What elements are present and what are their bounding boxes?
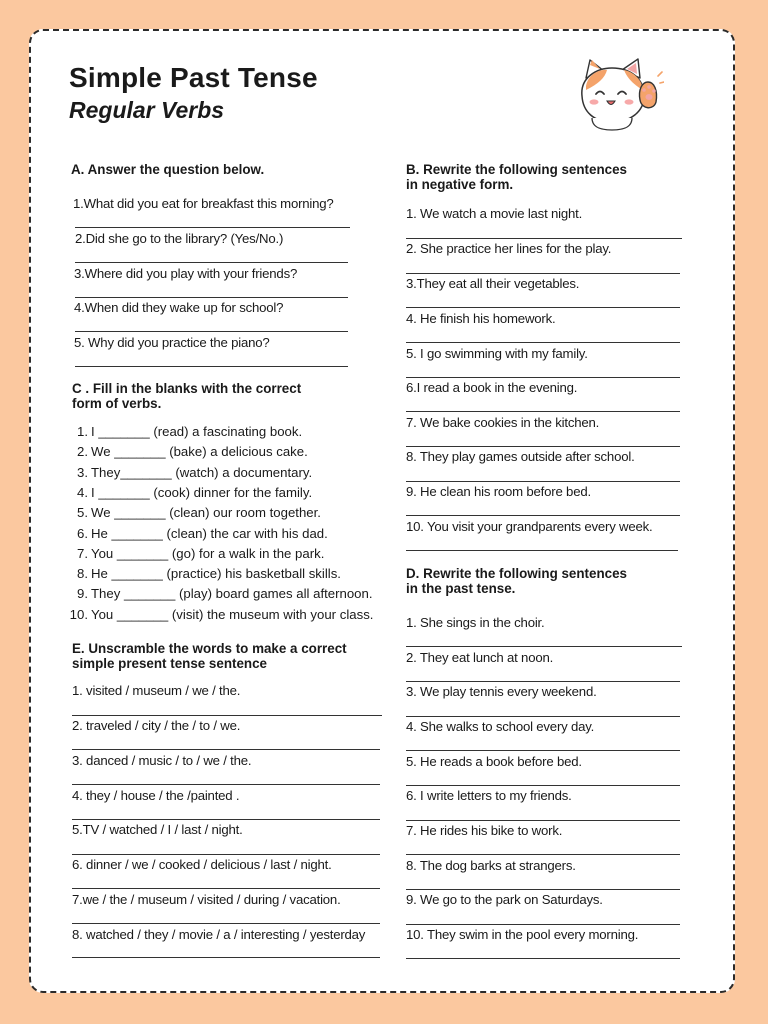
section-a-question: 3.Where did you play with your friends? [74, 266, 298, 281]
unscramble-item: 5.TV / watched / I / last / night. [72, 822, 243, 837]
section-a-answer-line-5[interactable] [75, 366, 348, 367]
negative-item: 7. We bake cookies in the kitchen. [406, 415, 600, 430]
section-a-answer-line-1[interactable] [75, 227, 350, 228]
section-e-title: E. Unscramble the words to make a correct simple present tense sentence [72, 641, 347, 671]
past-tense-answer-line-9[interactable] [406, 924, 680, 925]
negative-item: 5. I go swimming with my family. [406, 346, 588, 361]
section-a-question: 2.Did she go to the library? (Yes/No.) [75, 231, 284, 246]
unscramble-answer-line-1[interactable] [72, 715, 382, 716]
section-b-title: B. Rewrite the following sentences in negative form. [406, 162, 627, 192]
negative-answer-line-10[interactable] [406, 550, 678, 551]
unscramble-answer-line-6[interactable] [72, 888, 380, 889]
section-a-question: 4.When did they wake up for school? [74, 300, 284, 315]
fill-in-item: 3. They_______ (watch) a documentary. [77, 464, 313, 480]
waving-cat-icon [574, 56, 664, 132]
unscramble-item: 4. they / house / the /painted . [72, 788, 240, 803]
past-tense-answer-line-1[interactable] [406, 646, 682, 647]
negative-item: 3.They eat all their vegetables. [406, 276, 580, 291]
negative-item: 1. We watch a movie last night. [406, 206, 583, 221]
past-tense-item: 9. We go to the park on Saturdays. [406, 892, 603, 907]
unscramble-item: 2. traveled / city / the / to / we. [72, 718, 241, 733]
negative-answer-line-8[interactable] [406, 481, 680, 482]
fill-in-item: 6. He _______ (clean) the car with his dad. [77, 525, 328, 541]
fill-in-item: 1. I _______ (read) a fascinating book. [77, 424, 303, 439]
unscramble-item: 1. visited / museum / we / the. [72, 683, 241, 698]
past-tense-answer-line-4[interactable] [406, 750, 680, 751]
unscramble-item: 7.we / the / museum / visited / during / vacation. [72, 892, 341, 907]
negative-answer-line-1[interactable] [406, 238, 682, 239]
negative-answer-line-3[interactable] [406, 307, 680, 308]
worksheet-title: Simple Past Tense [69, 62, 318, 93]
unscramble-answer-line-5[interactable] [72, 854, 380, 855]
unscramble-item: 8. watched / they / movie / a / interesting / yesterday [72, 927, 366, 942]
negative-answer-line-6[interactable] [406, 411, 680, 412]
unscramble-answer-line-2[interactable] [72, 749, 380, 750]
unscramble-answer-line-8[interactable] [72, 957, 380, 958]
negative-answer-line-2[interactable] [406, 273, 680, 274]
past-tense-item: 2. They eat lunch at noon. [406, 650, 554, 665]
past-tense-answer-line-6[interactable] [406, 820, 680, 821]
fill-in-item: 7. You _______ (go) for a walk in the park. [77, 545, 325, 561]
negative-answer-line-5[interactable] [406, 377, 680, 378]
past-tense-answer-line-8[interactable] [406, 889, 680, 890]
section-a-answer-line-3[interactable] [75, 297, 348, 298]
past-tense-answer-line-2[interactable] [406, 681, 680, 682]
past-tense-item: 4. She walks to school every day. [406, 719, 595, 734]
past-tense-answer-line-7[interactable] [406, 854, 680, 855]
section-a-question: 5. Why did you practice the piano? [74, 335, 270, 350]
fill-in-item: 4. I _______ (cook) dinner for the family. [77, 484, 313, 500]
fill-in-item: 2. We _______ (bake) a delicious cake. [77, 444, 308, 460]
section-c-title: C . Fill in the blanks with the correct form of verbs. [72, 381, 302, 411]
past-tense-item: 8. The dog barks at strangers. [406, 858, 576, 873]
unscramble-answer-line-4[interactable] [72, 819, 380, 820]
negative-item: 9. He clean his room before bed. [406, 484, 591, 499]
past-tense-item: 10. They swim in the pool every morning. [406, 927, 639, 942]
section-a-answer-line-2[interactable] [75, 262, 348, 263]
section-a-title: A. Answer the question below. [71, 162, 265, 177]
negative-item: 6.I read a book in the evening. [406, 380, 578, 395]
fill-in-item: 10. You _______ (visit) the museum with your class. [69, 606, 374, 622]
past-tense-item: 3. We play tennis every weekend. [406, 684, 597, 699]
negative-item: 4. He finish his homework. [406, 311, 556, 326]
section-d-title: D. Rewrite the following sentences in the past tense. [406, 566, 627, 596]
worksheet-subtitle: Regular Verbs [69, 97, 225, 123]
unscramble-answer-line-3[interactable] [72, 784, 380, 785]
negative-item: 2. She practice her lines for the play. [406, 241, 612, 256]
negative-item: 10. You visit your grandparents every week. [406, 519, 653, 534]
negative-answer-line-7[interactable] [406, 446, 680, 447]
fill-in-item: 8. He _______ (practice) his basketball skills. [77, 566, 341, 582]
unscramble-answer-line-7[interactable] [72, 923, 380, 924]
past-tense-item: 7. He rides his bike to work. [406, 823, 563, 838]
negative-answer-line-4[interactable] [406, 342, 680, 343]
fill-in-item: 9. They _______ (play) board games all afternoon. [77, 586, 373, 602]
past-tense-answer-line-10[interactable] [406, 958, 680, 959]
past-tense-item: 1. She sings in the choir. [406, 615, 545, 630]
negative-item: 8. They play games outside after school. [406, 449, 635, 464]
fill-in-item: 5. We _______ (clean) our room together. [77, 505, 321, 521]
section-a-question: 1.What did you eat for breakfast this morning? [73, 196, 334, 211]
past-tense-answer-line-3[interactable] [406, 716, 680, 717]
section-a-answer-line-4[interactable] [75, 331, 348, 332]
negative-answer-line-9[interactable] [406, 515, 680, 516]
past-tense-answer-line-5[interactable] [406, 785, 680, 786]
past-tense-item: 6. I write letters to my friends. [406, 788, 572, 803]
unscramble-item: 6. dinner / we / cooked / delicious / last / night. [72, 857, 332, 872]
unscramble-item: 3. danced / music / to / we / the. [72, 753, 252, 768]
past-tense-item: 5. He reads a book before bed. [406, 754, 582, 769]
